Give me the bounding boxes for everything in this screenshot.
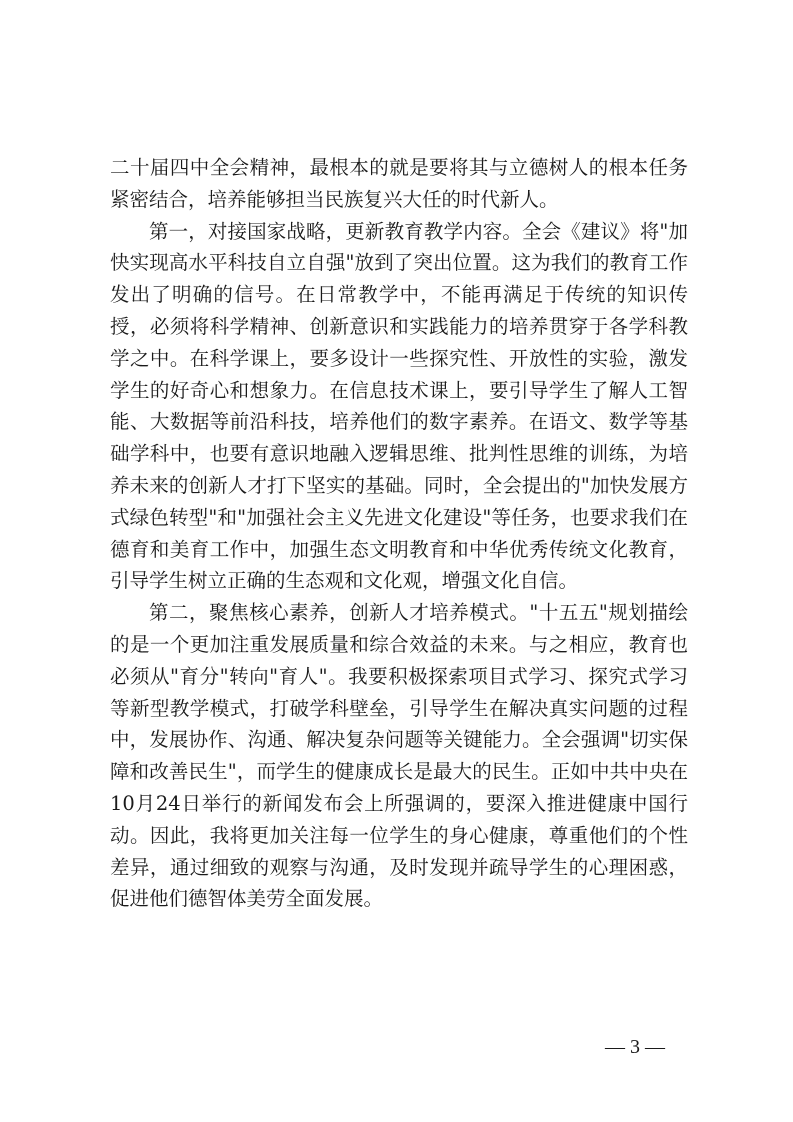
page-number: — 3 — [605,1036,665,1058]
paragraph-second-point: 第二，聚焦核心素养，创新人才培养模式。"十五五"规划描绘的是一个更加注重发展质量和综合效益的未来。与之相应，教育也必须从"育分"转向"育人"。我要积极探索项目式学习、探究式学习等新型教学模式，打破学科壁垒，引导学生在解决真实问题的过程中，发展协作、沟通、解决复杂问题等关键能力。全会强调"切实保障和改善民生"，而学生的健康成长是最大的民生。正如中共中央在10月24日举行的新闻发布会上所强调的，要深入推进健康中国行动。因此，我将更加关注每一位学生的身心健康，尊重他们的个性差异，通过细致的观察与沟通，及时发现并疏导学生的心理困惑，促进他们德智体美劳全面发展。 [110,601,688,911]
paragraph-first-point: 第一，对接国家战略，更新教育教学内容。全会《建议》将"加快实现高水平科技自立自强"放到了突出位置。这为我们的教育工作发出了明确的信号。在日常教学中，不能再满足于传统的知识传授，必须将科学精神、创新意识和实践能力的培养贯穿于各学科教学之中。在科学课上，要多设计一些探究性、开放性的实验，激发学生的好奇心和想象力。在信息技术课上，要引导学生了解人工智能、大数据等前沿科技，培养他们的数字素养。在语文、数学等基础学科中，也要有意识地融入逻辑思维、批判性思维的训练，为培养未来的创新人才打下坚实的基础。同时，全会提出的"加快发展方式绿色转型"和"加强社会主义先进文化建设"等任务，也要求我们在德育和美育工作中，加强生态文明教育和中华优秀传统文化教育，引导学生树立正确的生态观和文化观，增强文化自信。 [110,219,688,593]
document-body [110,152,688,915]
paragraph-continuation: 二十届四中全会精神，最根本的就是要将其与立德树人的根本任务紧密结合，培养能够担当民族复兴大任的时代新人。 [110,156,688,211]
